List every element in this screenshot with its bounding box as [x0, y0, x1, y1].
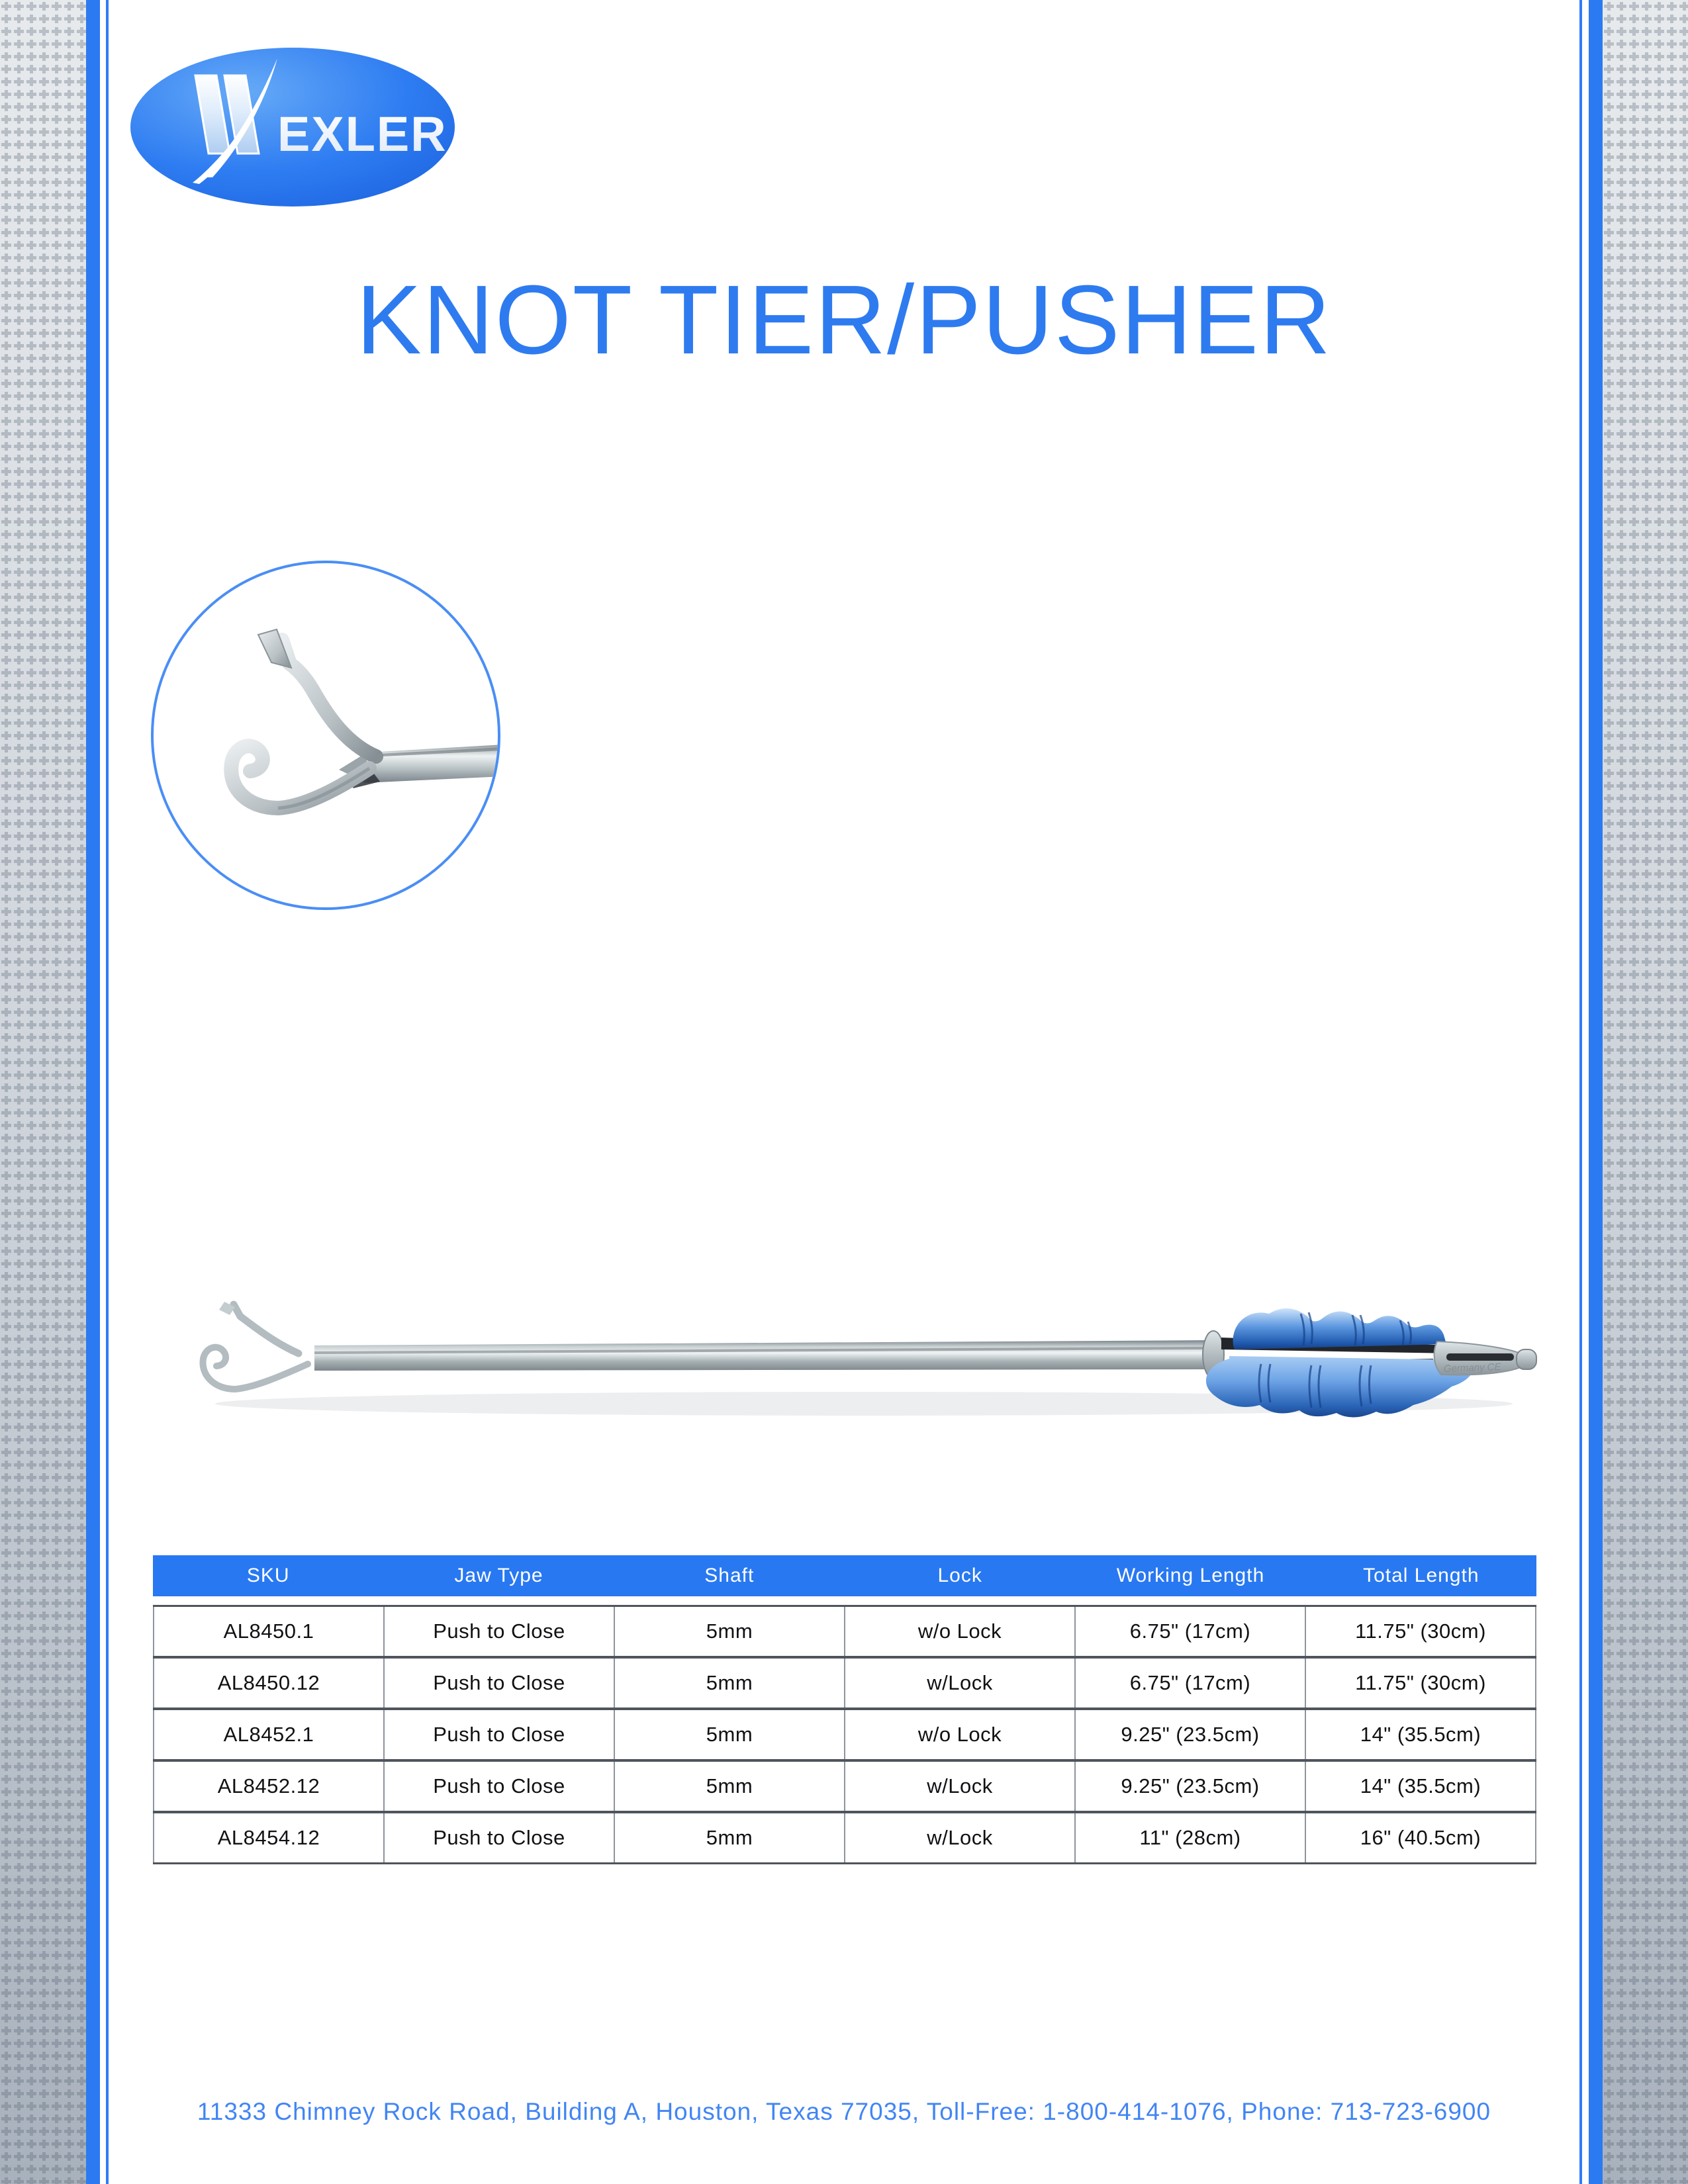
cell-working-length: 9.25" (23.5cm) [1075, 1760, 1305, 1812]
cell-total-length: 14" (35.5cm) [1305, 1709, 1536, 1760]
right-texture-panel [1603, 0, 1688, 2184]
inset-ring [152, 562, 499, 909]
right-blue-stripe [1589, 0, 1603, 2184]
cell-lock: w/o Lock [845, 1606, 1075, 1658]
table-row [154, 1812, 1536, 1864]
spec-table [153, 1605, 1536, 1864]
column-header-shaft: Shaft [704, 1565, 755, 1586]
cell-jaw-type: Push to Close [384, 1657, 614, 1709]
cell-total-length: 11.75" (30cm) [1305, 1606, 1536, 1658]
cell-sku: AL8454.12 [154, 1812, 384, 1864]
cell-working-length: 11" (28cm) [1075, 1812, 1305, 1864]
cell-jaw-type: Push to Close [384, 1812, 614, 1864]
footer-address: 11333 Chimney Rock Road, Building A, Houston, Texas 77035, Toll-Free: 1-800-414-1076, Phone: 713-723-6900 [197, 2098, 1491, 2125]
tip-detail-inset [148, 558, 503, 913]
spec-table-section [153, 1555, 1536, 1864]
cell-sku: AL8450.12 [154, 1657, 384, 1709]
cell-lock: w/Lock [845, 1760, 1075, 1812]
column-header-sku: SKU [246, 1565, 290, 1586]
cell-lock: w/Lock [845, 1812, 1075, 1864]
cell-shaft: 5mm [614, 1812, 845, 1864]
cell-working-length: 6.75" (17cm) [1075, 1606, 1305, 1658]
cell-shaft: 5mm [614, 1709, 845, 1760]
cell-shaft: 5mm [614, 1606, 845, 1658]
cell-lock: w/o Lock [845, 1709, 1075, 1760]
instrument-photo [175, 1287, 1552, 1426]
logo-wordmark-exler: EXLER [277, 107, 447, 161]
left-texture-panel [0, 0, 86, 2184]
cell-working-length: 9.25" (23.5cm) [1075, 1709, 1305, 1760]
engraving-text: Germany CE [1443, 1361, 1501, 1375]
cell-sku: AL8450.1 [154, 1606, 384, 1658]
spec-table-header-row [153, 1555, 1536, 1596]
table-row [154, 1760, 1536, 1812]
cell-total-length: 11.75" (30cm) [1305, 1657, 1536, 1709]
cell-jaw-type: Push to Close [384, 1760, 614, 1812]
cell-shaft: 5mm [614, 1760, 845, 1812]
cell-sku: AL8452.12 [154, 1760, 384, 1812]
table-row [154, 1709, 1536, 1760]
column-header-lock: Lock [937, 1565, 982, 1586]
instrument-drawing [203, 1302, 1536, 1418]
cell-lock: w/Lock [845, 1657, 1075, 1709]
table-row [154, 1657, 1536, 1709]
cell-jaw-type: Push to Close [384, 1606, 614, 1658]
cell-total-length: 16" (40.5cm) [1360, 1826, 1481, 1849]
wexler-logo [129, 46, 456, 208]
cell-total-length: 14" (35.5cm) [1305, 1760, 1536, 1812]
cell-working-length: 6.75" (17cm) [1075, 1657, 1305, 1709]
cell-sku: AL8452.1 [154, 1709, 384, 1760]
column-header-working-length: Working Length [1116, 1565, 1265, 1586]
cell-shaft: 5mm [614, 1657, 845, 1709]
left-blue-stripe [86, 0, 100, 2184]
cell-jaw-type: Push to Close [384, 1709, 614, 1760]
column-header-jaw-type: Jaw Type [454, 1565, 543, 1586]
table-row [154, 1606, 1536, 1658]
page-title: KNOT TIER/PUSHER [356, 265, 1332, 375]
column-header-total-length: Total Length [1363, 1565, 1479, 1586]
